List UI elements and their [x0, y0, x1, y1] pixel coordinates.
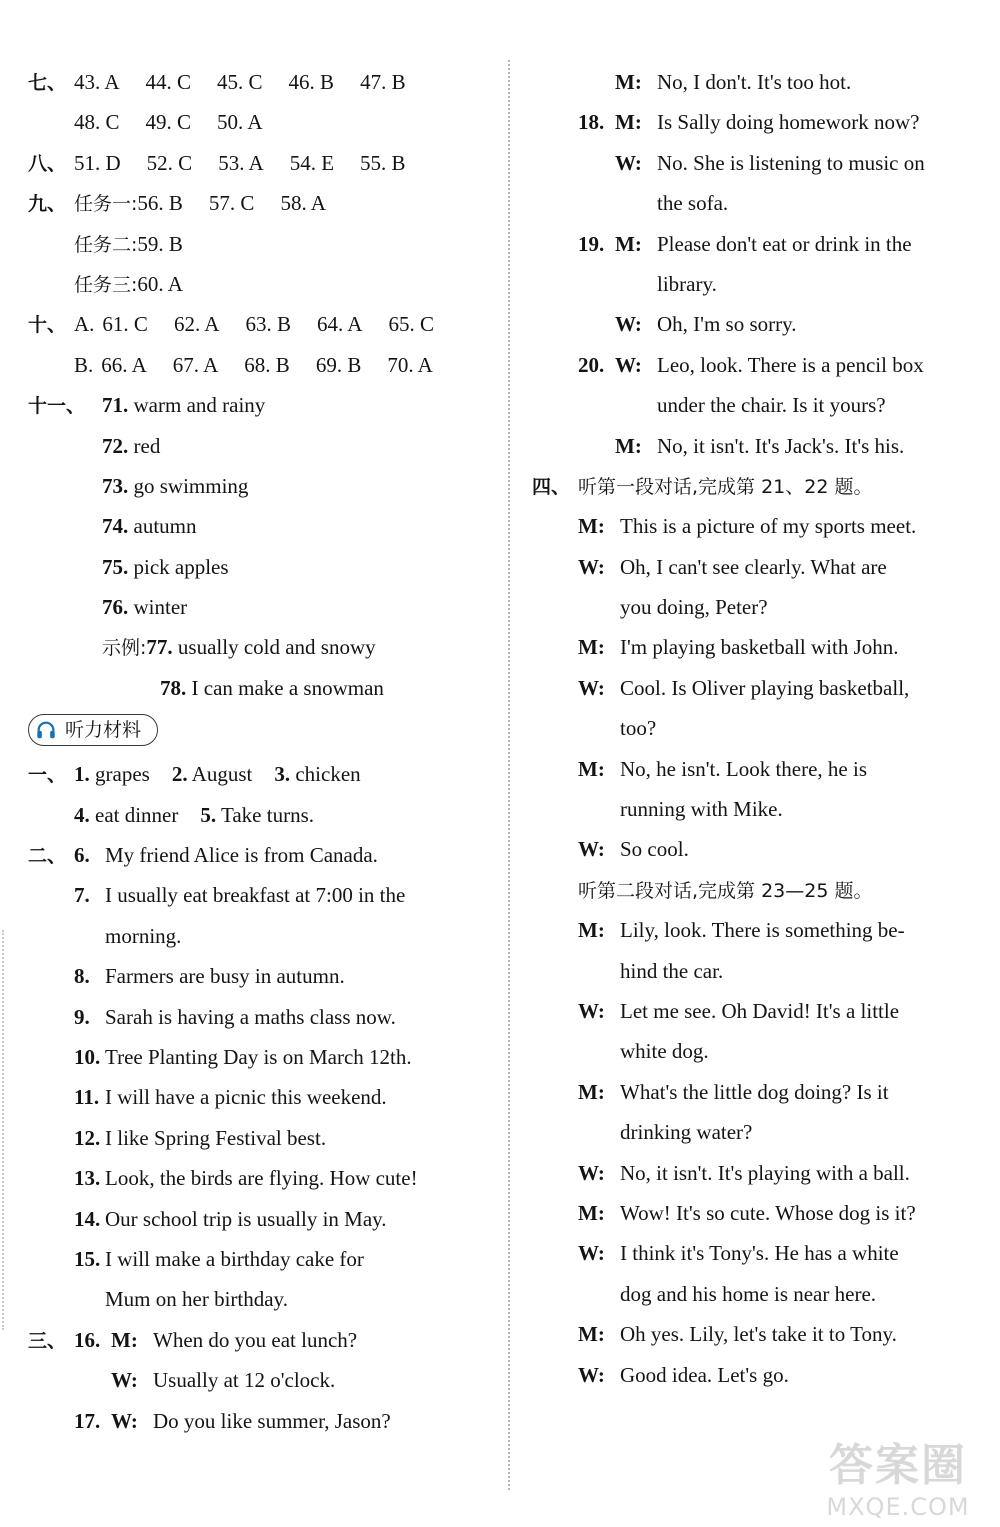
watermark-logo: [808, 1429, 988, 1519]
item-number: 1.: [74, 762, 90, 787]
speaker-label: M:: [615, 433, 642, 458]
speaker-label: M:: [615, 110, 642, 135]
dialogue-text: Oh, I can't see clearly. What are: [620, 554, 887, 579]
dialogue-text: Wow! It's so cute. Whose dog is it?: [620, 1200, 916, 1225]
item-number: 2.: [171, 762, 188, 787]
answer: 55. B: [360, 150, 406, 175]
answer: 54. E: [289, 150, 335, 175]
sentence-line: [28, 1077, 498, 1117]
item-text: August: [191, 762, 253, 787]
listening-3-continued: [532, 62, 992, 466]
item-number: 75.: [102, 554, 129, 579]
listening-title-badge: [28, 714, 158, 746]
item-text: pick apples: [133, 554, 229, 579]
watermark-url: MXQE.COM: [826, 1493, 970, 1521]
sentence-line: [28, 916, 498, 956]
sentence-line: [28, 1118, 498, 1158]
dialogue-line: [532, 385, 992, 425]
dialogue-line: [532, 1314, 992, 1354]
dialogue-line: [532, 951, 992, 991]
dialogue-1: [532, 506, 992, 870]
dialogue-text: No. She is listening to music on: [657, 150, 925, 175]
speaker-label: M:: [578, 918, 605, 943]
item-number: 10.: [74, 1044, 101, 1069]
answer: 44. C: [145, 70, 192, 94]
answer: 52. C: [146, 150, 193, 175]
dialogue-text: library.: [657, 271, 717, 296]
item-number: 17.: [74, 1408, 101, 1433]
dialogue-text: white dog.: [620, 1039, 709, 1064]
dialogue-line: [532, 547, 992, 587]
section-mark: 十、: [28, 314, 67, 337]
speaker-label: W:: [578, 1362, 605, 1387]
speaker-label: W:: [111, 1408, 138, 1433]
item-text: Mum on her birthday.: [105, 1287, 288, 1312]
item-text: eat dinner: [95, 802, 179, 827]
answers-11-item: [28, 547, 498, 587]
dialogue-text: No, it isn't. It's playing with a ball.: [620, 1160, 910, 1185]
item-number: 73.: [102, 473, 129, 498]
dialogue-text: No, it isn't. It's Jack's. It's his.: [657, 433, 905, 458]
item-text: My friend Alice is from Canada.: [105, 843, 378, 868]
answer: 70. A: [387, 352, 433, 377]
section-mark: 四、: [532, 475, 571, 498]
answer: 46. B: [288, 70, 335, 94]
answers-11-item: [28, 385, 498, 425]
section-mark: 七、: [28, 72, 67, 94]
answer: 58. A: [280, 191, 326, 216]
section-mark: 八、: [28, 152, 67, 175]
item-text: Sarah is having a maths class now.: [105, 1004, 396, 1029]
item-text: autumn: [133, 514, 197, 539]
item-number: 16.: [74, 1327, 101, 1352]
answer: 63. B: [245, 312, 291, 337]
dialogue-line: [28, 1360, 498, 1400]
item-text: Tree Planting Day is on March 12th.: [105, 1044, 412, 1069]
right-column: [532, 62, 992, 1395]
section-mark: 九、: [28, 193, 67, 216]
dialogue-text: I'm playing basketball with John.: [620, 635, 899, 660]
dialogue-text: Oh yes. Lily, let's take it to Tony.: [620, 1322, 897, 1347]
answer: 51. D: [74, 150, 121, 175]
dialogue-line: [532, 304, 992, 344]
answers-11-example: [28, 627, 498, 667]
sentence-line: [28, 1279, 498, 1319]
item-text: I usually eat breakfast at 7:00 in the: [105, 883, 406, 908]
dialogue-text: Cool. Is Oliver playing basketball,: [620, 675, 910, 700]
part-label: A.: [74, 312, 95, 337]
answers-7-row2: [28, 102, 498, 142]
sentence-line: [28, 956, 498, 996]
dialogue-text: Usually at 12 o'clock.: [153, 1368, 336, 1393]
speaker-label: W:: [578, 998, 605, 1023]
dialogue-line: [532, 1193, 992, 1233]
dialogue-text: Leo, look. There is a pencil box: [657, 352, 924, 377]
listening-1-row1: [28, 754, 498, 794]
watermark-text: 答案圈: [829, 1440, 967, 1491]
item-number: 14.: [74, 1206, 101, 1231]
sentence-line: [28, 1037, 498, 1077]
column-divider: [508, 60, 510, 1490]
dialogue-text: I think it's Tony's. He has a white: [620, 1241, 899, 1266]
item-text: I can make a snowman: [191, 675, 384, 700]
item-text: Our school trip is usually in May.: [105, 1206, 387, 1231]
answers-11-example: [28, 668, 498, 708]
answers-11-item: [28, 506, 498, 546]
item-text: go swimming: [133, 473, 249, 498]
item-text: chicken: [295, 762, 361, 787]
answer: 59. B: [137, 231, 183, 256]
dialogue-line: [532, 102, 992, 142]
dialogue-text: What's the little dog doing? Is it: [620, 1079, 889, 1104]
answers-10-rowA: [28, 304, 498, 344]
listening-4-heading1: [532, 466, 992, 506]
item-text: Farmers are busy in autumn.: [105, 964, 345, 989]
dialogue-line: [532, 1355, 992, 1395]
item-number: 74.: [102, 514, 129, 539]
task-label: 任务一:: [74, 193, 138, 216]
answers-11-item: [28, 466, 498, 506]
dialogue-text: under the chair. Is it yours?: [657, 393, 886, 418]
speaker-label: W:: [578, 1160, 605, 1185]
answer: 67. A: [172, 352, 219, 377]
item-number: 72.: [102, 433, 129, 458]
listening-title: 听力材料: [65, 719, 142, 742]
answer: 45. C: [217, 70, 263, 94]
answer: 60. A: [137, 271, 183, 296]
task-label: 任务三:: [74, 273, 138, 296]
item-text: I will make a birthday cake for: [105, 1246, 364, 1271]
dialogue-line: [28, 1401, 498, 1441]
dialogue-line: [532, 1031, 992, 1071]
speaker-label: W:: [111, 1368, 138, 1393]
answers-9-task3: [28, 264, 498, 304]
item-number: 4.: [74, 802, 90, 827]
left-column: [28, 62, 498, 1441]
dialogue-heading: 听第一段对话,完成第 21、22 题。: [578, 475, 873, 498]
answer: 56. B: [137, 191, 183, 216]
dialogue-text: running with Mike.: [620, 797, 783, 822]
dialogue-line: [532, 1233, 992, 1273]
speaker-label: M:: [578, 514, 605, 539]
answer: 66. A: [101, 352, 147, 377]
item-text: morning.: [105, 923, 182, 948]
dialogue-text: hind the car.: [620, 958, 724, 983]
item-text: grapes: [95, 762, 150, 787]
dialogue-line: [532, 627, 992, 667]
listening-1-row2: [28, 795, 498, 835]
speaker-label: W:: [578, 675, 605, 700]
answer: 61. C: [102, 312, 148, 337]
sentence-line: [28, 997, 498, 1037]
answer: 53. A: [218, 150, 264, 175]
item-text: red: [133, 433, 161, 458]
dialogue-text: Let me see. Oh David! It's a little: [620, 998, 900, 1023]
dialogue-line: [532, 264, 992, 304]
dialogue-line: [532, 1274, 992, 1314]
answers-7-row1: [28, 62, 498, 102]
item-text: usually cold and snowy: [177, 635, 376, 660]
speaker-label: M:: [578, 756, 605, 781]
dialogue-text: No, I don't. It's too hot.: [657, 70, 852, 94]
dialogue-line: [532, 1112, 992, 1152]
answers-11-item: [28, 426, 498, 466]
speaker-label: W:: [578, 554, 605, 579]
dialogue-text: Please don't eat or drink in the: [657, 231, 912, 256]
sentence-line: [28, 1158, 498, 1198]
dialogue-line: [532, 224, 992, 264]
dialogue-text: So cool.: [620, 837, 689, 862]
answers-9-task2: [28, 224, 498, 264]
dialogue-text: you doing, Peter?: [620, 595, 768, 620]
dialogue-line: [532, 829, 992, 869]
listening-4-heading2: [532, 870, 992, 910]
dialogue-line: [532, 345, 992, 385]
speaker-label: W:: [578, 837, 605, 862]
dialogue-line: [532, 910, 992, 950]
item-number: 15.: [74, 1246, 101, 1271]
answers-10-rowB: [28, 345, 498, 385]
dialogue-line: [28, 1320, 498, 1360]
answer: 62. A: [173, 312, 220, 337]
dialogue-text: No, he isn't. Look there, he is: [620, 756, 867, 781]
sentence-line: [28, 875, 498, 915]
dialogue-line: [532, 506, 992, 546]
example-label: 示例:: [102, 637, 147, 660]
item-text: Look, the birds are flying. How cute!: [105, 1166, 418, 1191]
dialogue-text: When do you eat lunch?: [153, 1327, 358, 1352]
part-label: B.: [74, 352, 94, 377]
margin-binding-dots: [2, 930, 4, 1330]
sentence-line: [28, 835, 498, 875]
dialogue-text: Oh, I'm so sorry.: [657, 312, 797, 337]
item-text: Take turns.: [221, 802, 315, 827]
item-number: 71.: [102, 393, 129, 418]
item-number: 9.: [74, 1004, 90, 1029]
section-mark: 二、: [28, 845, 67, 868]
speaker-label: M:: [111, 1327, 138, 1352]
speaker-label: M:: [578, 1079, 605, 1104]
dialogue-line: [532, 1072, 992, 1112]
dialogue-text: Good idea. Let's go.: [620, 1362, 789, 1387]
sentence-line: [28, 1199, 498, 1239]
task-label: 任务二:: [74, 233, 138, 256]
section-mark: 十一、: [28, 395, 86, 418]
headphones-icon: [35, 719, 57, 741]
section-mark: 三、: [28, 1329, 67, 1352]
dialogue-text: drinking water?: [620, 1120, 753, 1145]
item-number: 5.: [200, 802, 217, 827]
speaker-label: W:: [615, 352, 642, 377]
speaker-label: W:: [578, 1241, 605, 1266]
answer: 49. C: [145, 110, 192, 135]
item-number: 11.: [74, 1085, 100, 1110]
dialogue-line: [532, 183, 992, 223]
section-mark: 一、: [28, 764, 67, 787]
item-text: warm and rainy: [133, 393, 266, 418]
answer: 57. C: [208, 191, 255, 216]
dialogue-2: [532, 910, 992, 1395]
answer: 64. A: [316, 312, 363, 337]
dialogue-text: Lily, look. There is something be-: [620, 918, 905, 943]
dialogue-line: [532, 708, 992, 748]
dialogue-line: [532, 749, 992, 789]
answers-8: [28, 143, 498, 183]
item-number: 77.: [146, 635, 173, 660]
sentence-line: [28, 1239, 498, 1279]
dialogue-heading: 听第二段对话,完成第 23—25 题。: [578, 879, 873, 902]
answer: 65. C: [388, 312, 434, 337]
dialogue-text: Do you like summer, Jason?: [153, 1408, 391, 1433]
speaker-label: M:: [615, 70, 642, 94]
answers-11-item: [28, 587, 498, 627]
item-number: 3.: [274, 762, 291, 787]
dialogue-line: [532, 62, 992, 102]
item-number: 13.: [74, 1166, 101, 1191]
item-number: 20.: [578, 352, 605, 377]
item-number: 19.: [578, 231, 605, 256]
item-number: 7.: [74, 883, 90, 908]
dialogue-text: Is Sally doing homework now?: [657, 110, 920, 135]
answer: 68. B: [244, 352, 290, 377]
dialogue-text: the sofa.: [657, 191, 729, 216]
listening-header-row: [28, 708, 498, 754]
item-number: 78.: [160, 675, 187, 700]
speaker-label: M:: [578, 635, 605, 660]
dialogue-line: [532, 587, 992, 627]
answer: 69. B: [315, 352, 362, 377]
item-number: 8.: [74, 964, 90, 989]
answer: 48. C: [74, 110, 120, 135]
speaker-label: W:: [615, 150, 642, 175]
speaker-label: M:: [578, 1200, 605, 1225]
item-number: 76.: [102, 595, 129, 620]
speaker-label: M:: [615, 231, 642, 256]
item-number: 18.: [578, 110, 605, 135]
answers-9-task1: [28, 183, 498, 223]
listening-2-list: [28, 835, 498, 1320]
listening-3-list: [28, 1320, 498, 1441]
dialogue-line: [532, 1153, 992, 1193]
dialogue-line: [532, 426, 992, 466]
answer: 47. B: [360, 70, 406, 94]
dialogue-text: too?: [620, 716, 657, 741]
dialogue-line: [532, 143, 992, 183]
speaker-label: W:: [615, 312, 642, 337]
dialogue-line: [532, 668, 992, 708]
dialogue-line: [532, 991, 992, 1031]
item-number: 6.: [74, 843, 90, 868]
dialogue-text: This is a picture of my sports meet.: [620, 514, 917, 539]
answer: 50. A: [217, 110, 263, 135]
item-text: winter: [133, 595, 188, 620]
dialogue-line: [532, 789, 992, 829]
dialogue-text: dog and his home is near here.: [620, 1281, 877, 1306]
speaker-label: M:: [578, 1322, 605, 1347]
item-number: 12.: [74, 1125, 101, 1150]
item-text: I like Spring Festival best.: [105, 1125, 327, 1150]
item-text: I will have a picnic this weekend.: [105, 1085, 387, 1110]
answer: 43. A: [74, 70, 120, 94]
